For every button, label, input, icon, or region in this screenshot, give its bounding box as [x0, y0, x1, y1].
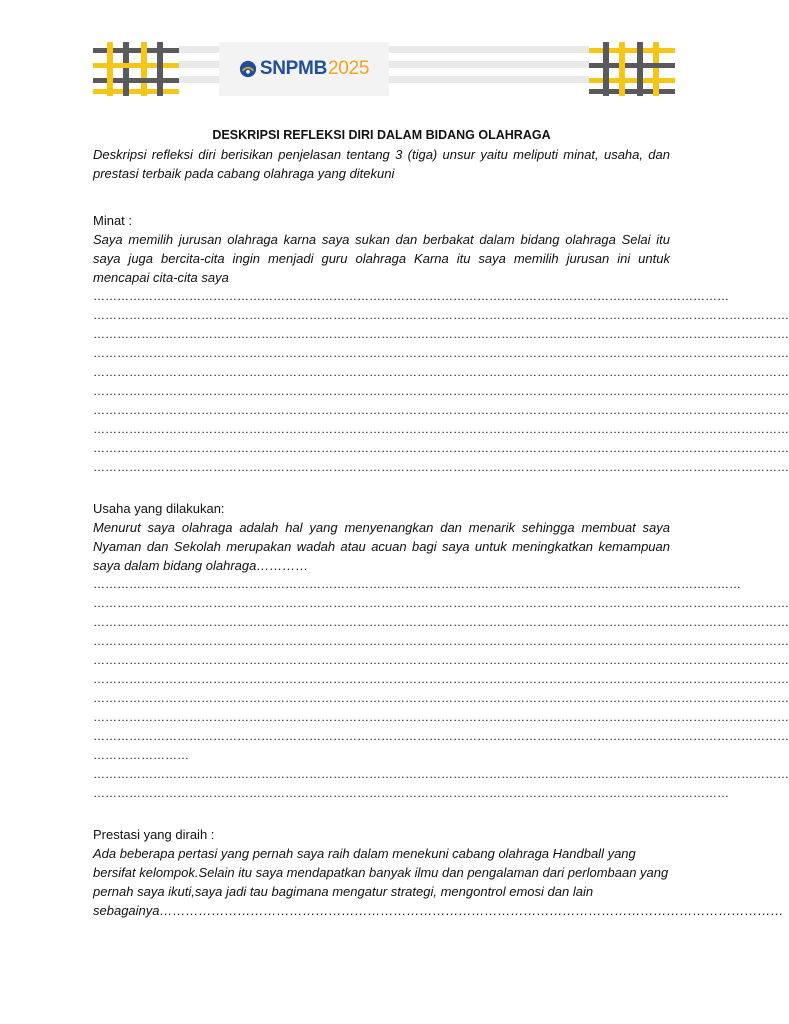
dot-lines-minat	[93, 287, 789, 477]
section-text-minat: Saya memilih jurusan olahraga karna saya sukan dan berbakat dalam bidang olahraga Selai itu saya juga bercita-cita ingin menjadi guru olahraga Karna itu saya memilih jurusan ini untuk mencapai cita-cita saya	[93, 232, 670, 285]
section-label-minat: Minat :	[93, 213, 133, 228]
logo-year: 2025	[328, 58, 370, 79]
dot-line: …………………………………………………………………………………………………………………………………………………………	[93, 653, 789, 667]
section-label-usaha: Usaha yang dilakukan:	[93, 501, 225, 516]
dot-line: …………………………………………………………………………………………………………………………………………………………	[93, 308, 789, 322]
dot-line: …………………………………………………………………………………………………………………………………………………………	[93, 710, 789, 724]
dot-line: …………………………………………………………………………………………………………………………………………………………	[93, 691, 789, 705]
dot-line: …………………………………………………………………………………………………………………………………………………………	[93, 729, 789, 743]
dot-line: …………………………………………………………………………………………………………………………………………………………	[93, 365, 789, 379]
section-label-prestasi: Prestasi yang diraih :	[93, 827, 215, 842]
dot-line: ……………………	[93, 748, 189, 762]
dot-line: ………………………………………………………………………………………………………………………………………………	[93, 577, 741, 591]
section-text-prestasi: Ada beberapa pertasi yang pernah saya raih dalam menekuni cabang olahraga Handball yang bersifat kelompok.Selain itu saya mendapatkan banyak ilmu dan pengalaman dari perlombaan yang pernah saya ikuti,saya jadi tau bagimana mengatur strategi, mengontrol emosi dan lain sebagainya………………………………………………………………………………………………………………………………	[93, 846, 784, 918]
dot-line: …………………………………………………………………………………………………………………………………………………………	[93, 327, 789, 341]
dot-line: …………………………………………………………………………………………………………………………………………………………	[93, 422, 789, 436]
dot-lines-usaha	[93, 575, 789, 803]
dot-line: …………………………………………………………………………………………………………………………………………………………	[93, 384, 789, 398]
dot-line: …………………………………………………………………………………………………………………………………………………………	[93, 403, 789, 417]
snpmb-logo	[219, 42, 389, 96]
dot-line: …………………………………………………………………………………………………………………………………………………………	[93, 634, 789, 648]
header-banner	[93, 42, 675, 96]
dot-line: …………………………………………………………………………………………………………………………………………………………	[93, 441, 789, 455]
dot-line: ……………………………………………………………………………………………………………………………………………	[93, 289, 729, 303]
dot-line: ……………………………………………………………………………………………………………………………………………	[93, 786, 729, 800]
dot-line: …………………………………………………………………………………………………………………………………………………………	[93, 346, 789, 360]
dot-line: …………………………………………………………………………………………………………………………………………………………	[93, 672, 789, 686]
document-title: DESKRIPSI REFLEKSI DIRI DALAM BIDANG OLAHRAGA	[212, 128, 551, 142]
section-text-usaha: Menurut saya olahraga adalah hal yang menyenangkan dan menarik sehingga membuat saya Nyaman dan Sekolah merupakan wadah atau acuan bagi saya untuk meningkatkan kemampuan saya dalam bidang olahraga…………	[93, 520, 670, 573]
intro-text: Deskripsi refleksi diri berisikan penjelasan tentang 3 (tiga) unsur yaitu meliputi minat, usaha, dan prestasi terbaik pada cabang olahraga yang ditekuni	[93, 147, 670, 181]
emblem-icon	[239, 60, 257, 78]
weave-pattern-left	[93, 42, 179, 96]
document-body	[93, 127, 789, 920]
dot-line: …………………………………………………………………………………………………………………………………………………………	[93, 615, 789, 629]
dot-line: …………………………………………………………………………………………………………………………………………………………	[93, 460, 789, 474]
dot-line: …………………………………………………………………………………………………………………………………………………………	[93, 596, 789, 610]
weave-pattern-right	[589, 42, 675, 96]
logo-name: SNPMB	[259, 58, 328, 79]
dot-line: …………………………………………………………………………………………………………………………………………………………	[93, 767, 789, 781]
